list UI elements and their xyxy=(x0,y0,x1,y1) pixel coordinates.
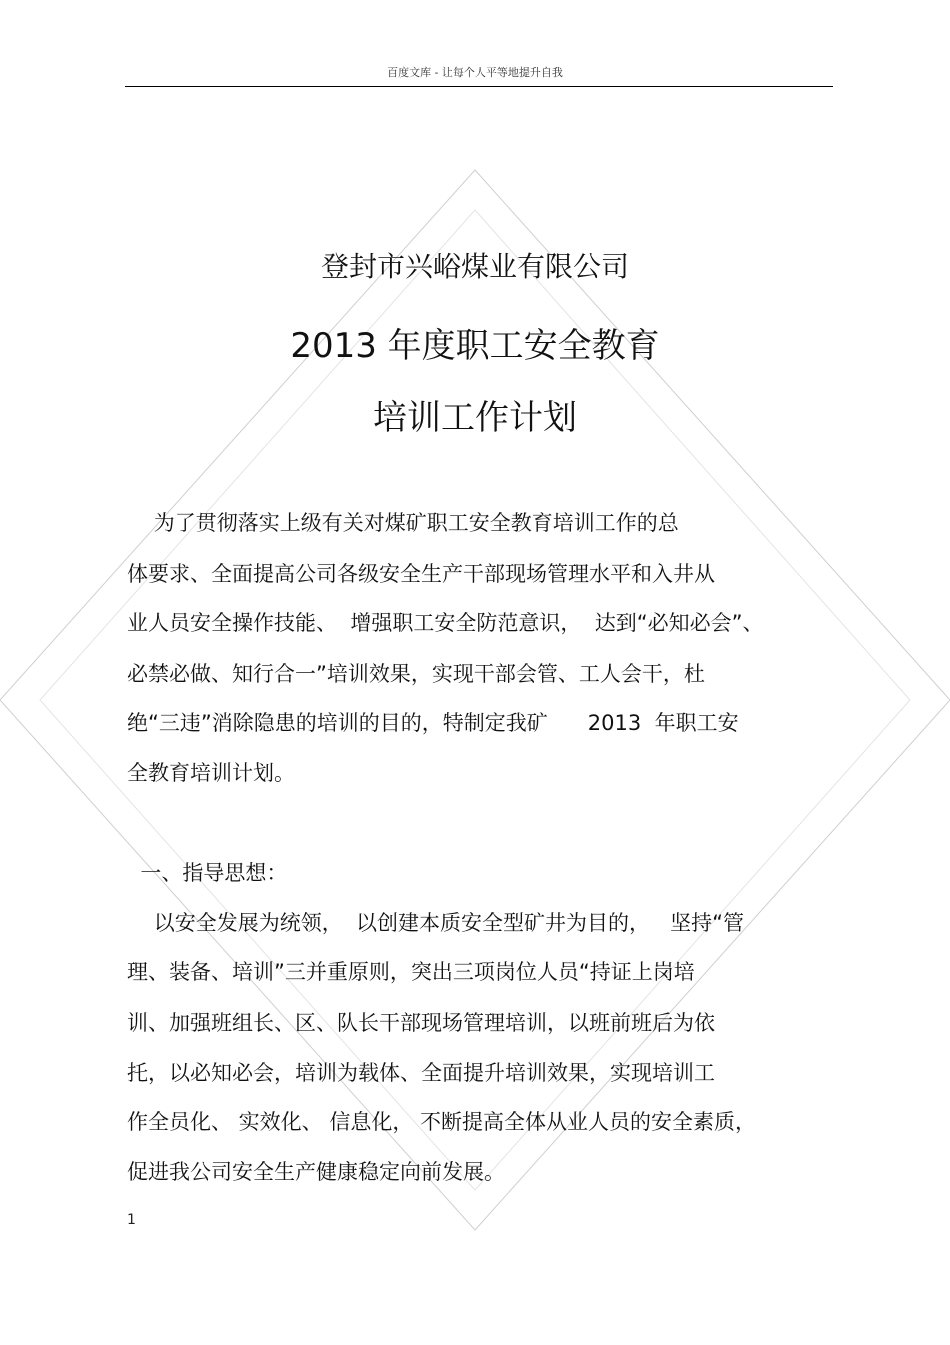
company-name-title: 登封市兴峪煤业有限公司 xyxy=(320,250,629,283)
paragraph-line: 促进我公司安全生产健康稳定向前发展。 xyxy=(127,1160,505,1184)
paragraph-line: 绝“三违”消除隐患的培训的目的，特制定我矿 2013 年职工安 xyxy=(127,711,739,735)
paragraph-line: 体要求、全面提高公司各级安全生产干部现场管理水平和入井从 xyxy=(127,562,715,586)
paragraph-line: 训、加强班组长、区、队长干部现场管理培训，以班前班后为依 xyxy=(127,1011,715,1035)
paragraph-line: 为了贯彻落实上级有关对煤矿职工安全教育培训工作的总 xyxy=(127,511,679,535)
paragraph-line: 作全员化、 实效化、 信息化， 不断提高全体从业人员的安全素质， xyxy=(127,1110,757,1134)
paragraph-line: 必禁必做、知行合一”培训效果，实现干部会管、工人会干，杜 xyxy=(127,662,705,686)
page-header: 百度文库 - 让每个人平等地提升自我 xyxy=(387,66,563,79)
plan-title-line2: 培训工作计划 xyxy=(373,398,577,438)
paragraph-line: 以安全发展为统领， 以创建本质安全型矿井为目的， 坚持“管 xyxy=(127,911,744,935)
paragraph-line: 全教育培训计划。 xyxy=(127,761,295,785)
paragraph-line: 业人员安全操作技能、 增强职工安全防范意识， 达到“必知必会”、 xyxy=(127,611,764,635)
paragraph-line: 托，以必知必会，培训为载体、全面提升培训效果，实现培训工 xyxy=(127,1061,715,1085)
section-heading: 一、指导思想： xyxy=(127,861,288,885)
page-number: 1 xyxy=(127,1212,136,1228)
header-divider xyxy=(125,86,833,87)
plan-title-line1: 2013 年度职工安全教育 xyxy=(290,326,660,366)
paragraph-line: 理、装备、培训”三并重原则，突出三项岗位人员“持证上岗培 xyxy=(127,960,695,984)
